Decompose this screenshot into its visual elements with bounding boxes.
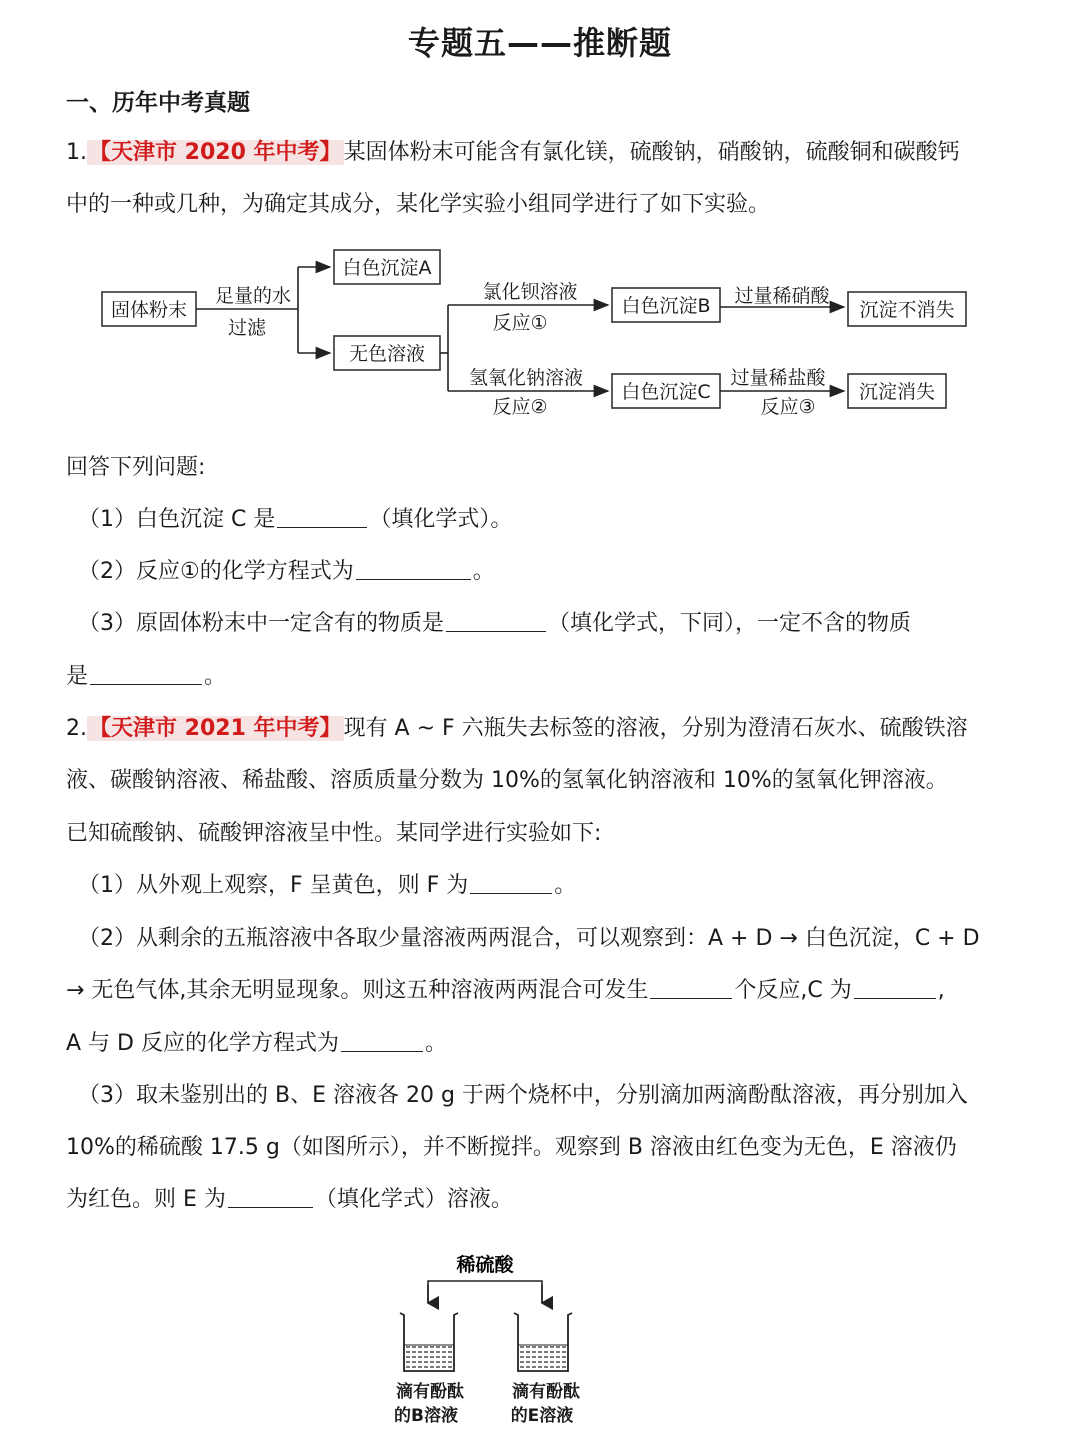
q1-sub3-text-d: 。 bbox=[204, 664, 227, 689]
q2-stem-text1: 现有 A ~ F 六瓶失去标签的溶液，分别为澄清石灰水、硫酸铁溶 bbox=[343, 716, 968, 741]
q2-sub3-text-b: （填化学式）溶液。 bbox=[314, 1187, 513, 1212]
q1-stem-line2: 中的一种或几种，为确定其成分，某化学实验小组同学进行了如下实验。 bbox=[66, 192, 771, 217]
q2-sub2-text-c: , bbox=[937, 978, 945, 1003]
q2-sub2-text-b: 个反应,C 为 bbox=[734, 978, 852, 1003]
q2-sub2-line3 bbox=[66, 1029, 1000, 1059]
beaker-e bbox=[514, 1313, 572, 1371]
q1-stem-text1: 某固体粉末可能含有氯化镁，硫酸钠，硝酸钠，硫酸铜和碳酸钙 bbox=[343, 140, 960, 165]
q2-stem-line1 bbox=[66, 714, 1000, 744]
label-r2-bottom: 反应② bbox=[492, 396, 548, 418]
q2-sub1-blank[interactable] bbox=[470, 871, 552, 894]
q1-sub3-text-b: （填化学式，下同），一定不含的物质 bbox=[548, 611, 912, 636]
q1-sub1-blank[interactable] bbox=[277, 505, 367, 528]
beaker-b-label-2: 的B溶液 bbox=[394, 1406, 458, 1426]
q1-sub3-blank1[interactable] bbox=[446, 609, 546, 632]
q2-sub1-text-a: （1）从外观上观察，F 呈黄色，则 F 为 bbox=[78, 873, 469, 898]
q2-sub3-line1: （3）取未鉴别出的 B、E 溶液各 20 g 于两个烧杯中，分别滴加两滴酚酞溶液，再分别加入 bbox=[78, 1083, 968, 1108]
q1-sub2-text-a: （2）反应①的化学方程式为 bbox=[78, 559, 354, 584]
q1-flow-diagram bbox=[90, 240, 990, 430]
q1-sub3-text-a: （3）原固体粉末中一定含有的物质是 bbox=[78, 611, 444, 636]
label-r3-top: 过量稀盐酸 bbox=[730, 367, 826, 389]
q2-sub2-blank3[interactable] bbox=[341, 1029, 423, 1052]
label-precipitate-c: 白色沉淀C bbox=[621, 381, 711, 403]
q1-prompt: 回答下列问题: bbox=[66, 455, 206, 480]
q2-sub2-blank2[interactable] bbox=[854, 976, 936, 999]
label-precipitate-b: 白色沉淀B bbox=[621, 295, 711, 317]
q2-sub1 bbox=[78, 871, 1000, 901]
q1-sub2-blank[interactable] bbox=[356, 557, 471, 580]
q2-stem-line3: 已知硫酸钠、硫酸钾溶液呈中性。某同学进行实验如下: bbox=[66, 821, 602, 846]
q1-sub3-text-c: 是 bbox=[66, 664, 89, 689]
q1-sub3-cont bbox=[66, 662, 1000, 692]
q2-sub3-text-a: 为红色。则 E 为 bbox=[66, 1187, 226, 1212]
label-result-c: 沉淀消失 bbox=[858, 381, 936, 403]
q2-source-tag: 【天津市 2021 年中考】 bbox=[89, 716, 342, 741]
acid-bracket bbox=[428, 1281, 542, 1302]
label-step1-top: 足量的水 bbox=[214, 285, 292, 307]
q2-sub2-text-e: 。 bbox=[424, 1031, 447, 1056]
q2-sub1-text-b: 。 bbox=[554, 873, 577, 898]
q1-sub2-text-b: 。 bbox=[472, 559, 495, 584]
q1-sub3 bbox=[78, 609, 1000, 639]
label-r1-bottom: 反应① bbox=[492, 312, 548, 334]
label-colorless-solution: 无色溶液 bbox=[348, 343, 426, 365]
q2-sub3-line3 bbox=[66, 1185, 1000, 1215]
q1-sub2 bbox=[78, 557, 1000, 587]
q1-sub1 bbox=[78, 505, 1000, 535]
q2-sub3-blank[interactable] bbox=[228, 1185, 313, 1208]
q1-sub1-text-b: （填化学式）。 bbox=[369, 507, 513, 532]
beaker-figure bbox=[370, 1245, 620, 1430]
q1-sub3-blank2[interactable] bbox=[90, 662, 202, 685]
label-r3-bottom: 反应③ bbox=[760, 396, 816, 418]
acid-label: 稀硫酸 bbox=[456, 1254, 514, 1276]
q1-number: 1. bbox=[66, 140, 87, 165]
q2-sub2-text-a: → 无色气体,其余无明显现象。则这五种溶液两两混合可发生 bbox=[66, 978, 649, 1003]
q2-sub3-line2: 10%的稀硫酸 17.5 g（如图所示），并不断搅拌。观察到 B 溶液由红色变为无色，E 溶液仍 bbox=[66, 1135, 957, 1160]
beaker-b-label-1: 滴有酚酞 bbox=[396, 1382, 464, 1402]
label-start: 固体粉末 bbox=[110, 299, 188, 321]
page-title: 专题五——推断题 bbox=[407, 24, 672, 62]
q2-number: 2. bbox=[66, 716, 87, 741]
label-r1-top: 氯化钡溶液 bbox=[482, 281, 578, 303]
label-rb-top: 过量稀硝酸 bbox=[734, 285, 830, 307]
q2-sub2-blank1[interactable] bbox=[650, 976, 732, 999]
section-heading: 一、历年中考真题 bbox=[66, 90, 250, 116]
q2-sub2-text-d: A 与 D 反应的化学方程式为 bbox=[66, 1031, 339, 1056]
beaker-e-label-1: 滴有酚酞 bbox=[512, 1382, 580, 1402]
q1-sub1-text-a: （1）白色沉淀 C 是 bbox=[78, 507, 276, 532]
label-result-b: 沉淀不消失 bbox=[859, 299, 955, 321]
label-precipitate-a: 白色沉淀A bbox=[342, 257, 432, 279]
q2-sub2-line2 bbox=[66, 976, 1000, 1006]
q2-sub2-line1: （2）从剩余的五瓶溶液中各取少量溶液两两混合，可以观察到：A + D → 白色沉淀，C + D bbox=[78, 926, 980, 951]
label-step1-bottom: 过滤 bbox=[227, 317, 267, 339]
beaker-e-label-2: 的E溶液 bbox=[510, 1406, 574, 1426]
q1-source-tag: 【天津市 2020 年中考】 bbox=[89, 140, 342, 165]
q2-stem-line2: 液、碳酸钠溶液、稀盐酸、溶质质量分数为 10%的氢氧化钠溶液和 10%的氢氧化钾溶液。 bbox=[66, 768, 948, 793]
q1-stem-line1 bbox=[66, 138, 1000, 168]
beaker-b bbox=[400, 1313, 458, 1371]
label-r2-top: 氢氧化钠溶液 bbox=[468, 367, 584, 389]
